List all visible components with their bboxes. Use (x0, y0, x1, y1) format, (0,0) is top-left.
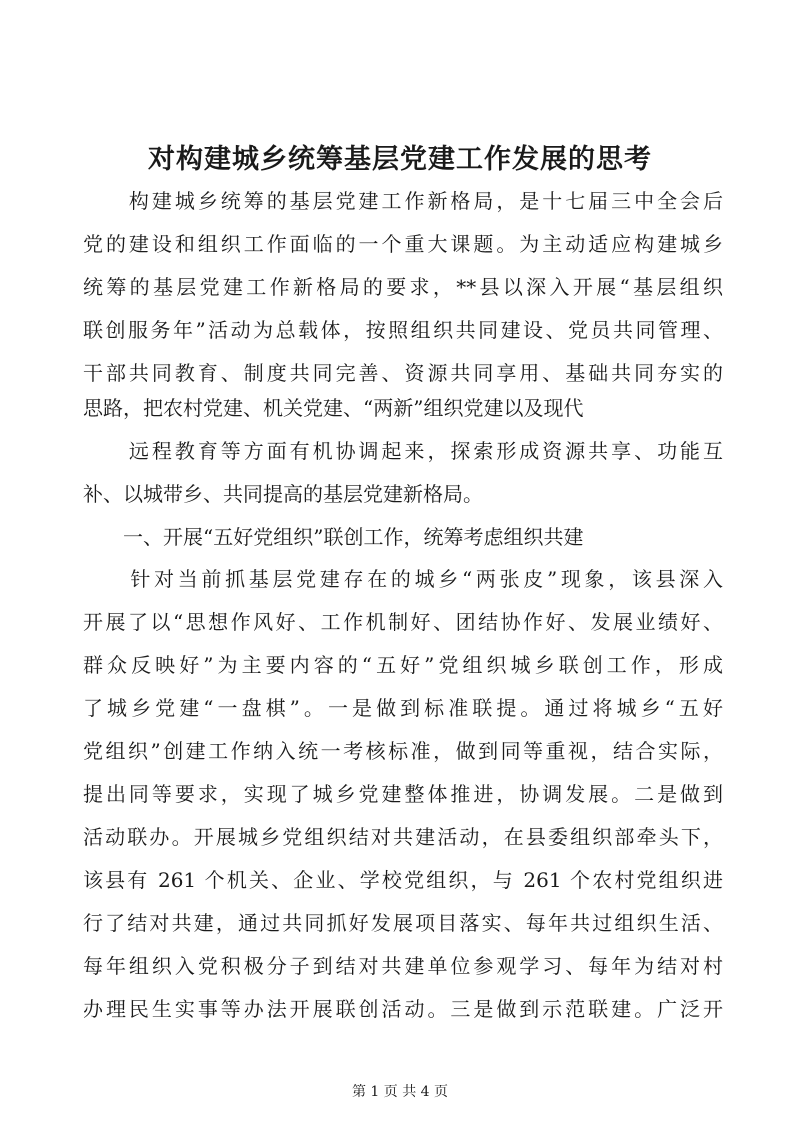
page-footer: 第 1 页 共 4 页 (351, 1084, 449, 1100)
body-line: 补、以城带乡、共同提高的基层党建新格局。 (83, 482, 483, 506)
section-heading: 一、开展“五好党组织”联创工作，统筹考虑组织共建 (83, 525, 584, 549)
body-line: 每年组织入党积极分子到结对共建单位参观学习、每年为结对村 (83, 954, 723, 978)
body-line: 党组织”创建工作纳入统一考核标准，做到同等重视，结合实际， (83, 739, 723, 763)
body-line: 行了结对共建，通过共同抓好发展项目落实、每年共过组织生活、 (83, 911, 723, 935)
body-line: 办理民生实事等办法开展联创活动。三是做到示范联建。广泛开 (83, 997, 723, 1021)
body-line: 联创服务年”活动为总载体，按照组织共同建设、党员共同管理、 (83, 318, 723, 342)
body-line: 构建城乡统筹的基层党建工作新格局，是十七届三中全会后 (83, 189, 723, 213)
body-line: 远程教育等方面有机协调起来，探索形成资源共享、功能互 (83, 439, 723, 463)
body-line: 干部共同教育、制度共同完善、资源共同享用、基础共同夯实的 (83, 361, 723, 385)
body-line: 思路，把农村党建、机关党建、“两新”组织党建以及现代 (83, 396, 584, 420)
body-line: 统筹的基层党建工作新格局的要求，**县以深入开展“基层组织 (83, 275, 723, 299)
document-title: 对构建城乡统筹基层党建工作发展的思考 (148, 144, 652, 175)
body-line: 党的建设和组织工作面临的一个重大课题。为主动适应构建城乡 (83, 232, 723, 256)
body-line: 提出同等要求，实现了城乡党建整体推进，协调发展。二是做到 (83, 782, 723, 806)
body-line: 开展了以“思想作风好、工作机制好、团结协作好、发展业绩好、 (83, 610, 723, 634)
body-line: 针对当前抓基层党建存在的城乡“两张皮”现象，该县深入 (83, 567, 723, 591)
body-line: 群众反映好”为主要内容的“五好”党组织城乡联创工作，形成 (83, 653, 723, 677)
body-line: 了城乡党建“一盘棋”。一是做到标准联提。通过将城乡“五好 (83, 696, 723, 720)
body-line: 该县有 261 个机关、企业、学校党组织，与 261 个农村党组织进 (83, 868, 723, 892)
body-line: 活动联办。开展城乡党组织结对共建活动，在县委组织部牵头下， (83, 825, 723, 849)
